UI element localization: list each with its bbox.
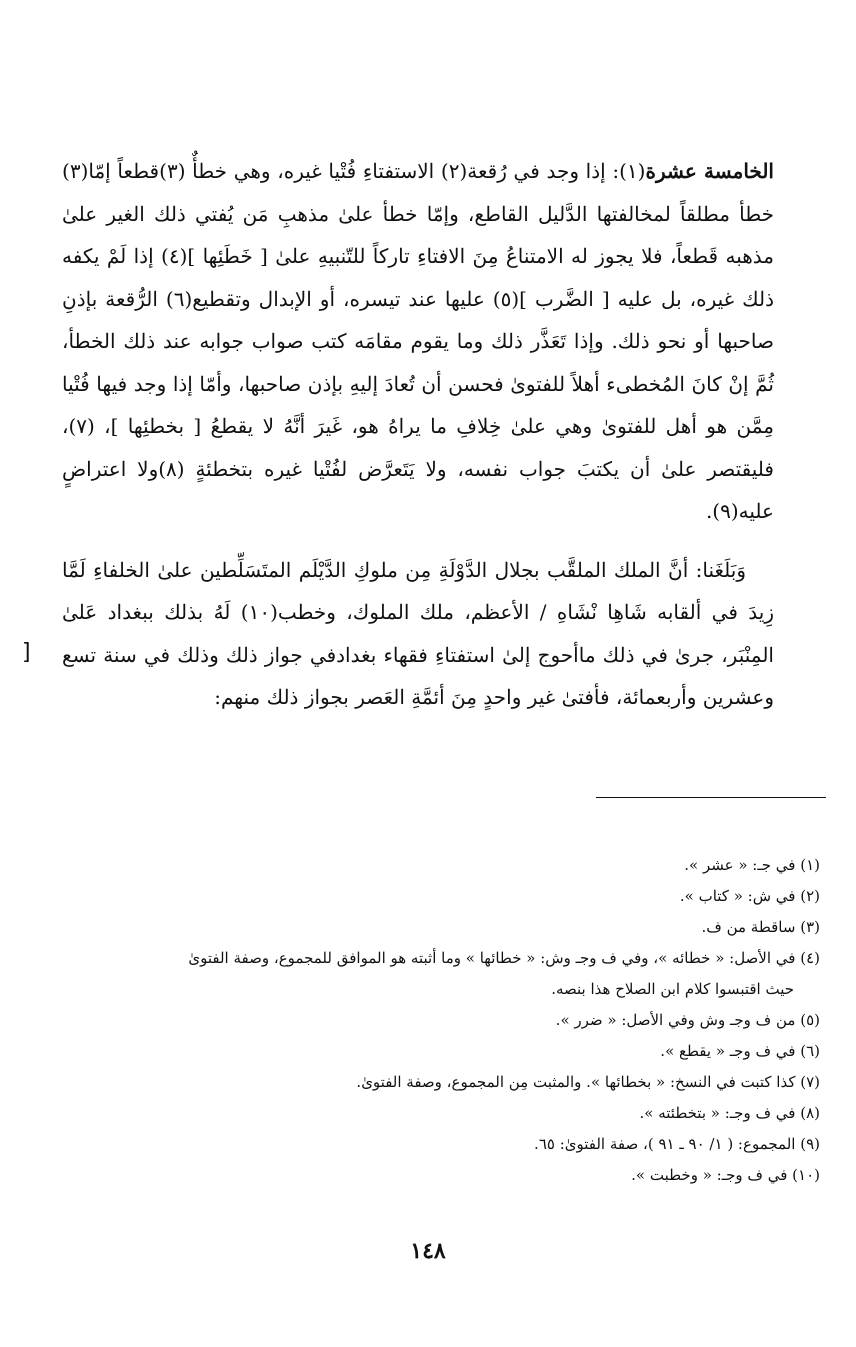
section-heading: الخامسة عشرة	[645, 159, 774, 183]
footnote-item: (١) في جـ: « عشر ».	[684, 856, 820, 874]
footnote-item: (٤) في الأصل: « خطائه »، وفي ف وجـ وش: « خطائها » وما أثبته هو الموافق للمجموع، وصفة الفتوىٰ	[188, 949, 820, 967]
page-number: ١٤٨	[410, 1238, 446, 1264]
footnote-continuation: حيث اقتبسوا كلام ابن الصلاح هذا بنصه.	[551, 980, 794, 998]
footnote-item: (٢) في ش: « كتاب ».	[679, 887, 820, 905]
footnote-item: (٨) في ف وجـ: « بتخطئته ».	[639, 1104, 820, 1122]
footnote-item: (٥) من ف وجـ وش وفي الأصل: « ضرر ».	[555, 1011, 820, 1029]
paragraph-body: (١): إذا وجد في رُقعة(٢) الاستفتاءِ فُتْيا غيره، وهي خطأٌ (٣)قطعاً إمّا(٣) خطأ مطلقاً لمخالفتها الدَّليل القاطع، وإمّا خطأ علىٰ مذهبِ مَن يُفتي ذلك الغير علىٰ مذهبه قَطعاً، فلا يجوز له الامتناعُ مِنَ الافتاءِ تاركاً للتّنبيهِ علىٰ [ خَطَئِها ](٤) إذا لَمْ يكفه ذلك غيره، بل عليه [ الضَّرب ](٥) عليها عند تيسره، أو الإبدال وتقطيع(٦) الرُّقعة بإذنِ صاحبها أو نحو ذلك. وإذا تَعَذَّر ذلك وما يقوم مقامَه كتب صواب جوابه عند ذلك الخطأ، ثُمَّ إنْ كانَ المُخطىء أهلاً للفتوىٰ فحسن أن تُعادَ إليهِ بإذن صاحبها، وأمّا إذا وجد فيها فُتْيا مِمَّن هو أهل للفتوىٰ وهي علىٰ خِلافِ ما يراهُ هو، غَيرَ أنَّهُ لا يقطعُ [ بخطئِها ]، (٧)، فليقتصر علىٰ أن يكتبَ جواب نفسه، ولا يَتَعرَّض لفُتْيا غيره بتخطئةٍ (٨)ولا اعتراضٍ عليه(٩).	[62, 159, 775, 523]
footnote-divider	[596, 797, 826, 798]
footnote-item: (٩) المجموع: ( ١/ ٩٠ ـ ٩١ )، صفة الفتوىٰ: ٦٥.	[534, 1135, 820, 1153]
paragraph-jalal-al-dawla: وَبَلَغَنا: أنَّ الملك الملقَّب بجلال الدَّوْلَةِ مِن ملوكِ الدَّيْلَم المتَسَلِّطين علىٰ الخلفاءِ لَمَّا زِيدَ في ألقابه شَاهِا نْشَاهِ / الأعظم، ملك الملوك، وخطب(١٠) لَهُ بذلك ببغداد عَلىٰ المِنْبَر، جرىٰ في ذلك ماأحوج إلىٰ استفتاءِ فقهاء بغدادفي جواز ذلك وذلك في سنة تسع وعشرين وأربعمائة، فأفتىٰ غير واحدٍ مِنَ أئمَّةِ العَصر بجواز ذلك منهم:	[62, 557, 774, 709]
main-text	[62, 150, 774, 719]
footnote-item: (٣) ساقطة من ف.	[701, 918, 820, 936]
footnote-item: (٧) كذا كتبت في النسخ: « بخطائها ». والمثبت مِن المجموع، وصفة الفتوىٰ.	[356, 1073, 820, 1091]
margin-bracket: ]	[22, 640, 31, 665]
footnote-item: (٦) في ف وجـ « يقطع ».	[660, 1042, 820, 1060]
paragraph-fifteenth-issue	[62, 150, 774, 533]
footnotes-list	[40, 850, 820, 1191]
footnote-item: (١٠) في ف وجـ: « وخطبت ».	[631, 1166, 820, 1184]
